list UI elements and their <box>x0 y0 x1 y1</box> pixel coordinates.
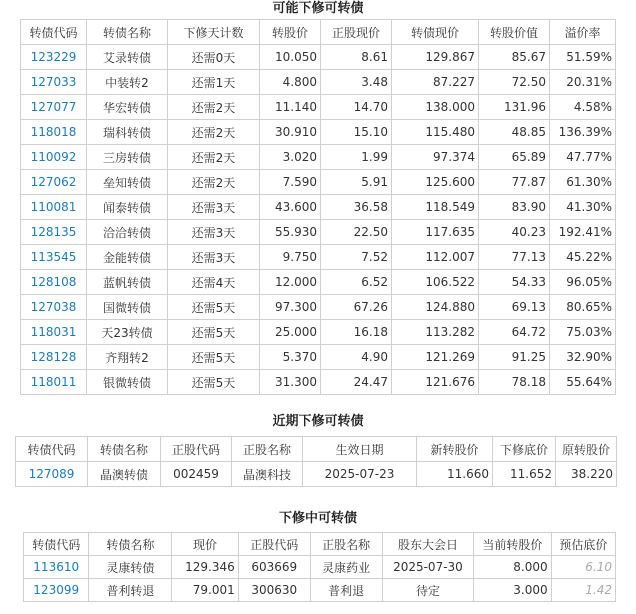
table-cell: 洽洽转债 <box>87 220 168 245</box>
table-cell: 9.750 <box>260 245 321 270</box>
table-cell: 3.020 <box>260 145 321 170</box>
table-cell: 普利退 <box>310 579 382 602</box>
table-cell: 31.300 <box>260 370 321 395</box>
col-header: 新转股价 <box>417 437 493 462</box>
table-cell: 7.52 <box>321 245 392 270</box>
table-cell: 10.050 <box>260 45 321 70</box>
table-cell: 5.91 <box>321 170 392 195</box>
table-cell: 还需5天 <box>168 370 260 395</box>
table-cell: 75.03% <box>550 320 616 345</box>
table-cell: 24.47 <box>321 370 392 395</box>
may-lower-table <box>20 19 616 395</box>
table-cell: 还需5天 <box>168 295 260 320</box>
table-cell: 2025-07-30 <box>382 556 474 579</box>
table-cell: 192.41% <box>550 220 616 245</box>
bond-code-link[interactable]: 123099 <box>24 579 89 602</box>
table-cell: 129.867 <box>392 45 479 70</box>
table-cell: 138.000 <box>392 95 479 120</box>
table-cell: 117.635 <box>392 220 479 245</box>
table-cell: 48.85 <box>479 120 550 145</box>
table-cell: 还需0天 <box>168 45 260 70</box>
table-cell: 瑞科转债 <box>87 120 168 145</box>
table-cell: 11.652 <box>493 462 556 487</box>
table-cell: 齐翔转2 <box>87 345 168 370</box>
col-header: 预估底价 <box>551 533 615 556</box>
col-header: 转债代码 <box>21 20 87 45</box>
table-row <box>21 195 616 220</box>
table-cell: 还需2天 <box>168 120 260 145</box>
table-row <box>21 70 616 95</box>
table-cell: 78.18 <box>479 370 550 395</box>
recent-lower-rows <box>16 462 617 487</box>
table-cell: 87.227 <box>392 70 479 95</box>
table-row <box>21 245 616 270</box>
col-header: 生效日期 <box>303 437 417 462</box>
col-header: 正股代码 <box>238 533 310 556</box>
table-cell: 银微转债 <box>87 370 168 395</box>
table-cell: 12.000 <box>260 270 321 295</box>
table-cell: 7.590 <box>260 170 321 195</box>
table-cell: 晶澳科技 <box>232 462 303 487</box>
bond-code-link[interactable]: 128108 <box>21 270 87 295</box>
table-cell: 121.676 <box>392 370 479 395</box>
table-cell: 85.67 <box>479 45 550 70</box>
table-cell: 106.522 <box>392 270 479 295</box>
bond-code-link[interactable]: 118031 <box>21 320 87 345</box>
col-header: 下修天计数 <box>168 20 260 45</box>
table-cell: 还需3天 <box>168 245 260 270</box>
lowering-table <box>23 532 616 602</box>
col-header: 转债名称 <box>87 20 168 45</box>
table-cell: 3.48 <box>321 70 392 95</box>
col-header: 正股代码 <box>161 437 232 462</box>
table-cell: 金能转债 <box>87 245 168 270</box>
col-header: 转债现价 <box>392 20 479 45</box>
table-row <box>21 220 616 245</box>
table-cell: 灵康转债 <box>89 556 172 579</box>
bond-code-link[interactable]: 127089 <box>16 462 88 487</box>
table-cell: 91.25 <box>479 345 550 370</box>
bond-code-link[interactable]: 113610 <box>24 556 89 579</box>
table-cell: 中装转2 <box>87 70 168 95</box>
table-cell: 还需3天 <box>168 220 260 245</box>
table-cell: 38.220 <box>556 462 617 487</box>
table-cell: 8.61 <box>321 45 392 70</box>
table-cell: 77.13 <box>479 245 550 270</box>
table-row <box>21 295 616 320</box>
table-cell: 待定 <box>382 579 474 602</box>
table-cell: 136.39% <box>550 120 616 145</box>
table-row <box>21 345 616 370</box>
table-cell: 51.59% <box>550 45 616 70</box>
table-row <box>16 462 617 487</box>
table-cell: 30.910 <box>260 120 321 145</box>
table-cell: 125.600 <box>392 170 479 195</box>
table-row <box>21 370 616 395</box>
bond-code-link[interactable]: 118018 <box>21 120 87 145</box>
table-cell: 64.72 <box>479 320 550 345</box>
table-cell: 67.26 <box>321 295 392 320</box>
table-cell: 4.58% <box>550 95 616 120</box>
bond-code-link[interactable]: 110092 <box>21 145 87 170</box>
table-cell: 蓝帆转债 <box>87 270 168 295</box>
table-cell: 002459 <box>161 462 232 487</box>
table-cell: 还需5天 <box>168 320 260 345</box>
table-cell: 4.90 <box>321 345 392 370</box>
table-cell: 72.50 <box>479 70 550 95</box>
table-cell: 灵康药业 <box>310 556 382 579</box>
table-cell: 国微转债 <box>87 295 168 320</box>
table-cell: 3.000 <box>474 579 551 602</box>
col-header: 正股现价 <box>321 20 392 45</box>
lowering-title: 下修中可转债 <box>278 511 357 526</box>
table-cell: 118.549 <box>392 195 479 220</box>
table-cell: 22.50 <box>321 220 392 245</box>
table-cell: 43.600 <box>260 195 321 220</box>
table-cell: 6.10 <box>551 556 615 579</box>
table-cell: 还需4天 <box>168 270 260 295</box>
table-cell: 124.880 <box>392 295 479 320</box>
col-header: 下修底价 <box>493 437 556 462</box>
table-row <box>21 270 616 295</box>
may-lower-title: 可能下修可转债 <box>272 1 364 16</box>
table-cell: 11.660 <box>417 462 493 487</box>
table-cell: 61.30% <box>550 170 616 195</box>
table-row <box>21 120 616 145</box>
col-header: 转债代码 <box>16 437 88 462</box>
table-cell: 艾录转债 <box>87 45 168 70</box>
table-cell: 112.007 <box>392 245 479 270</box>
table-cell: 80.65% <box>550 295 616 320</box>
table-cell: 115.480 <box>392 120 479 145</box>
table-row <box>21 95 616 120</box>
table-cell: 121.269 <box>392 345 479 370</box>
table-cell: 15.10 <box>321 120 392 145</box>
bond-code-link[interactable]: 128135 <box>21 220 87 245</box>
bond-code-link[interactable]: 118011 <box>21 370 87 395</box>
bond-code-link[interactable]: 110081 <box>21 195 87 220</box>
col-header: 现价 <box>172 533 239 556</box>
col-header: 溢价率 <box>550 20 616 45</box>
table-cell: 96.05% <box>550 270 616 295</box>
table-cell: 79.001 <box>172 579 239 602</box>
table-cell: 65.89 <box>479 145 550 170</box>
table-cell: 8.000 <box>474 556 551 579</box>
table-cell: 41.30% <box>550 195 616 220</box>
table-cell: 131.96 <box>479 95 550 120</box>
table-row <box>24 579 616 602</box>
table-row <box>24 556 616 579</box>
col-header: 原转股价 <box>556 437 617 462</box>
table-cell: 20.31% <box>550 70 616 95</box>
table-cell: 还需5天 <box>168 345 260 370</box>
bond-code-link[interactable]: 128128 <box>21 345 87 370</box>
table-cell: 还需2天 <box>168 95 260 120</box>
table-cell: 25.000 <box>260 320 321 345</box>
table-row <box>21 320 616 345</box>
bond-code-link[interactable]: 127033 <box>21 70 87 95</box>
table-header-row <box>16 437 617 462</box>
lowering-rows <box>24 556 616 602</box>
table-row <box>21 45 616 70</box>
table-cell: 69.13 <box>479 295 550 320</box>
table-header-row <box>21 20 616 45</box>
table-cell: 55.930 <box>260 220 321 245</box>
recent-lower-table <box>15 436 617 487</box>
table-cell: 603669 <box>238 556 310 579</box>
table-cell: 54.33 <box>479 270 550 295</box>
table-cell: 113.282 <box>392 320 479 345</box>
table-cell: 闻泰转债 <box>87 195 168 220</box>
may-lower-rows <box>21 45 616 395</box>
bond-code-link[interactable]: 127062 <box>21 170 87 195</box>
table-cell: 2025-07-23 <box>303 462 417 487</box>
table-cell: 还需3天 <box>168 195 260 220</box>
table-cell: 还需1天 <box>168 70 260 95</box>
table-cell: 300630 <box>238 579 310 602</box>
table-cell: 垒知转债 <box>87 170 168 195</box>
table-cell: 40.23 <box>479 220 550 245</box>
table-row <box>21 170 616 195</box>
col-header: 转债代码 <box>24 533 89 556</box>
table-cell: 普利转退 <box>89 579 172 602</box>
col-header: 正股名称 <box>310 533 382 556</box>
bond-code-link[interactable]: 127077 <box>21 95 87 120</box>
col-header: 转债名称 <box>89 533 172 556</box>
table-cell: 华宏转债 <box>87 95 168 120</box>
table-cell: 45.22% <box>550 245 616 270</box>
col-header: 股东大会日 <box>382 533 474 556</box>
table-cell: 三房转债 <box>87 145 168 170</box>
table-cell: 还需2天 <box>168 170 260 195</box>
table-cell: 1.99 <box>321 145 392 170</box>
table-cell: 11.140 <box>260 95 321 120</box>
bond-code-link[interactable]: 123229 <box>21 45 87 70</box>
col-header: 转债名称 <box>88 437 161 462</box>
table-header-row <box>24 533 616 556</box>
table-cell: 47.77% <box>550 145 616 170</box>
table-cell: 83.90 <box>479 195 550 220</box>
table-cell: 97.374 <box>392 145 479 170</box>
table-cell: 16.18 <box>321 320 392 345</box>
col-header: 转股价值 <box>479 20 550 45</box>
table-cell: 55.64% <box>550 370 616 395</box>
table-cell: 晶澳转债 <box>88 462 161 487</box>
table-cell: 14.70 <box>321 95 392 120</box>
table-cell: 4.800 <box>260 70 321 95</box>
table-cell: 36.58 <box>321 195 392 220</box>
table-cell: 6.52 <box>321 270 392 295</box>
table-cell: 1.42 <box>551 579 615 602</box>
bond-code-link[interactable]: 113545 <box>21 245 87 270</box>
table-cell: 天23转债 <box>87 320 168 345</box>
table-cell: 77.87 <box>479 170 550 195</box>
table-cell: 还需2天 <box>168 145 260 170</box>
table-cell: 32.90% <box>550 345 616 370</box>
col-header: 转股价 <box>260 20 321 45</box>
table-cell: 5.370 <box>260 345 321 370</box>
bond-code-link[interactable]: 127038 <box>21 295 87 320</box>
col-header: 正股名称 <box>232 437 303 462</box>
recent-lower-title: 近期下修可转债 <box>272 414 364 429</box>
table-cell: 97.300 <box>260 295 321 320</box>
table-row <box>21 145 616 170</box>
table-cell: 129.346 <box>172 556 239 579</box>
col-header: 当前转股价 <box>474 533 551 556</box>
